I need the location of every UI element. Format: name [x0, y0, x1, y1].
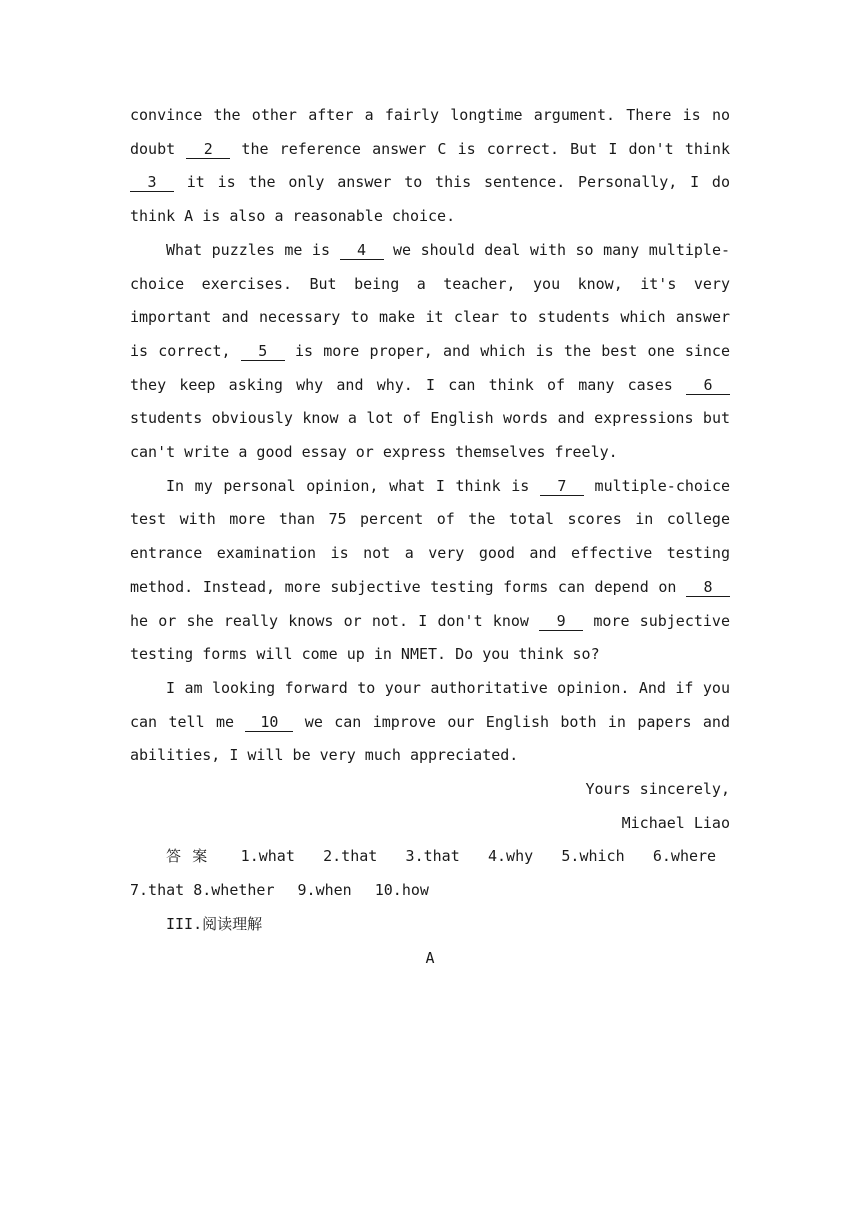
document-page [130, 99, 730, 975]
blank-10: 10 [245, 714, 293, 732]
text-run: more subjective testing forms will come up in NMET. Do you think so? [130, 611, 730, 664]
answer-item: 9.when [297, 881, 352, 900]
text-run: convince the other after a fairly longtime argument. There is no doubt [130, 106, 730, 158]
text-run: I am looking forward to your authoritative opinion. And if you can tell me [130, 678, 730, 731]
answer-item: 7.that [130, 881, 185, 900]
text-run: In my personal opinion, what I think is [166, 476, 540, 495]
blank-2: 2 [186, 141, 230, 159]
paragraph-2 [130, 234, 730, 470]
blank-9: 9 [539, 613, 583, 631]
answer-item: 8.whether [193, 881, 275, 900]
paragraph-4 [130, 672, 730, 773]
answer-label: 答案 [166, 847, 219, 866]
answer-item: 1.what [240, 847, 295, 866]
answer-item: 2.that [323, 847, 378, 866]
blank-4: 4 [340, 242, 384, 260]
answer-item: 6.where [652, 847, 717, 866]
closing: Yours sincerely, [585, 780, 730, 799]
blank-7: 7 [540, 478, 584, 496]
answer-item: 10.how [374, 881, 429, 900]
blank-8: 8 [686, 579, 730, 597]
passage-label: A [425, 948, 435, 967]
text-run: multiple-choice test with more than 75 percent of the total scores in college entrance examination is not a very good and effective testing method. Instead, more subjective testing forms can depend on [130, 476, 730, 596]
blank-3: 3 [130, 174, 174, 192]
text-run: the reference answer C is correct. But I don't think [230, 139, 730, 158]
blank-6: 6 [686, 377, 730, 395]
text-run: it is the only answer to this sentence. Personally, I do think A is also a reasonable choice. [130, 173, 730, 226]
text-run: is more proper, and which is the best one since they keep asking why and why. I can think of many cases [130, 341, 730, 394]
answer-item: 4.why [487, 847, 534, 866]
signature: Michael Liao [621, 813, 730, 832]
answer-item: 5.which [561, 847, 625, 866]
text-run: we can improve our English both in papers and abilities, I will be very much appreciated. [130, 712, 730, 765]
section-title: III.阅读理解 [166, 914, 263, 933]
answer-item: 3.that [405, 847, 460, 866]
paragraph-1 [130, 99, 730, 234]
blank-5: 5 [241, 343, 285, 361]
text-run: we should deal with so many multiple-choice exercises. But being a teacher, you know, it's very important and necessary to make it clear to students which answer is correct, [130, 240, 730, 360]
answer-key [130, 840, 730, 907]
paragraph-3 [130, 470, 730, 672]
text-run: students obviously know a lot of English words and expressions but can't write a good essay or express themselves freely. [130, 409, 730, 462]
text-run: he or she really knows or not. I don't know [130, 611, 540, 630]
text-run: What puzzles me is [166, 240, 340, 259]
